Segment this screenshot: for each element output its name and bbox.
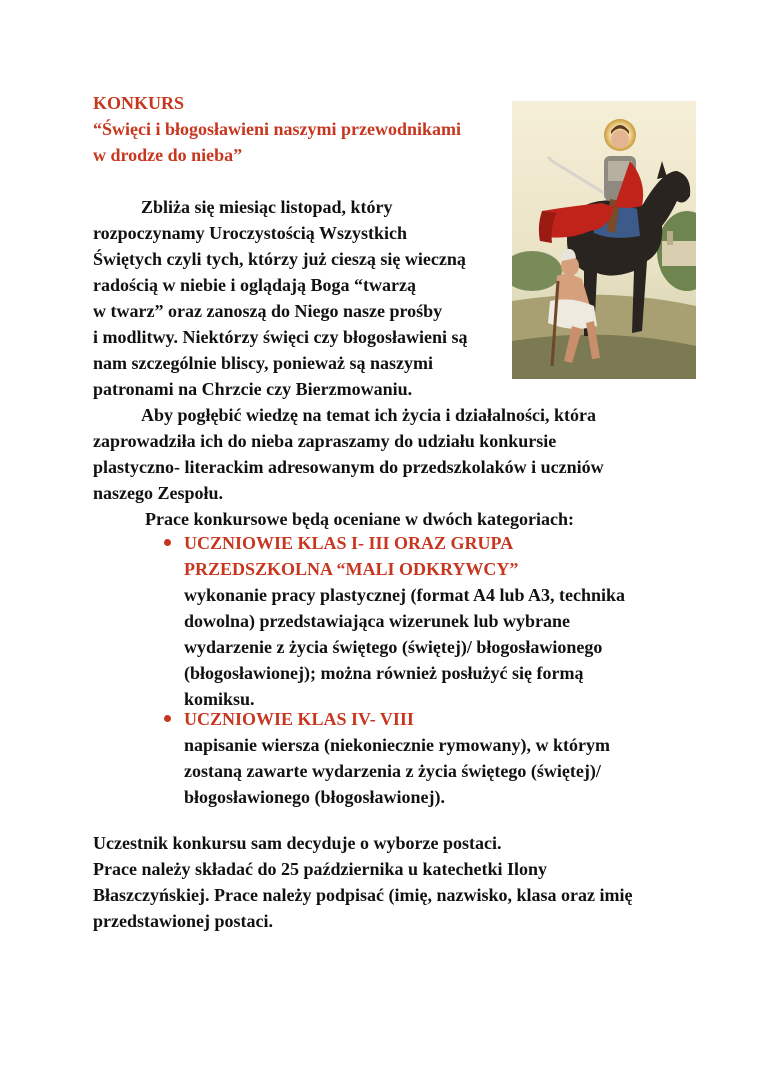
category-2-desc-3: błogosławionego (błogosławionej). <box>184 787 446 807</box>
bullet-icon <box>164 715 171 722</box>
intro-line-7: nam szczególnie bliscy, ponieważ są naszymi <box>93 353 433 373</box>
category-1-heading-1: UCZNIOWIE KLAS I- III ORAZ GRUPA <box>184 533 514 553</box>
body-line-2: zaprowadziła ich do nieba zapraszamy do udziału konkursie <box>93 431 557 451</box>
body-line-3: plastyczno- literackim adresowanym do przedszkolaków i uczniów <box>93 457 604 477</box>
closing-line-1: Uczestnik konkursu sam decyduje o wyborze postaci. <box>93 833 502 853</box>
saint-martin-illustration <box>512 101 696 379</box>
intro-line-4: radością w niebie i oglądają Boga “twarzą <box>93 275 416 295</box>
category-1-desc-3: wydarzenie z życia świętego (świętej)/ błogosławionego <box>184 637 603 657</box>
category-2-heading-1: UCZNIOWIE KLAS IV- VIII <box>184 709 414 729</box>
body-line-1: Aby pogłębić wiedzę na temat ich życia i działalności, która <box>141 405 596 425</box>
intro-line-8: patronami na Chrzcie czy Bierzmowaniu. <box>93 379 413 399</box>
intro-line-5: w twarz” oraz zanoszą do Niego nasze prośby <box>93 301 443 321</box>
body-line-4: naszego Zespołu. <box>93 483 224 503</box>
category-1-desc-1: wykonanie pracy plastycznej (format A4 lub A3, technika <box>184 585 625 605</box>
closing-line-2: Prace należy składać do 25 października u katechetki Ilony <box>93 859 547 879</box>
closing-line-3: Błaszczyńskiej. Prace należy podpisać (imię, nazwisko, klasa oraz imię <box>93 885 633 905</box>
category-1-desc-2: dowolna) przedstawiająca wizerunek lub wybrane <box>184 611 570 631</box>
category-1-desc-4: (błogosławionej); można również posłużyć się formą <box>184 663 584 683</box>
category-2-desc-1: napisanie wiersza (niekoniecznie rymowany), w którym <box>184 735 610 755</box>
bullet-icon <box>164 539 171 546</box>
intro-line-1: Zbliża się miesiąc listopad, który <box>141 197 393 217</box>
closing-line-4: przedstawionej postaci. <box>93 911 273 931</box>
intro-line-3: Świętych czyli tych, którzy już cieszą się wieczną <box>93 249 466 269</box>
title-line-2: “Święci i błogosławieni naszymi przewodnikami <box>93 119 462 139</box>
category-1-desc-5: komiksu. <box>184 689 255 709</box>
categories-intro: Prace konkursowe będą oceniane w dwóch kategoriach: <box>145 509 574 529</box>
title-konkurs: KONKURS <box>93 93 185 113</box>
intro-line-6: i modlitwy. Niektórzy święci czy błogosławieni są <box>93 327 468 347</box>
category-1-heading-2: PRZEDSZKOLNA “MALI ODKRYWCY” <box>184 559 519 579</box>
intro-line-2: rozpoczynamy Uroczystością Wszystkich <box>93 223 407 243</box>
category-2-desc-2: zostaną zawarte wydarzenia z życia świętego (świętej)/ <box>184 761 601 781</box>
title-line-3: w drodze do nieba” <box>93 145 243 165</box>
